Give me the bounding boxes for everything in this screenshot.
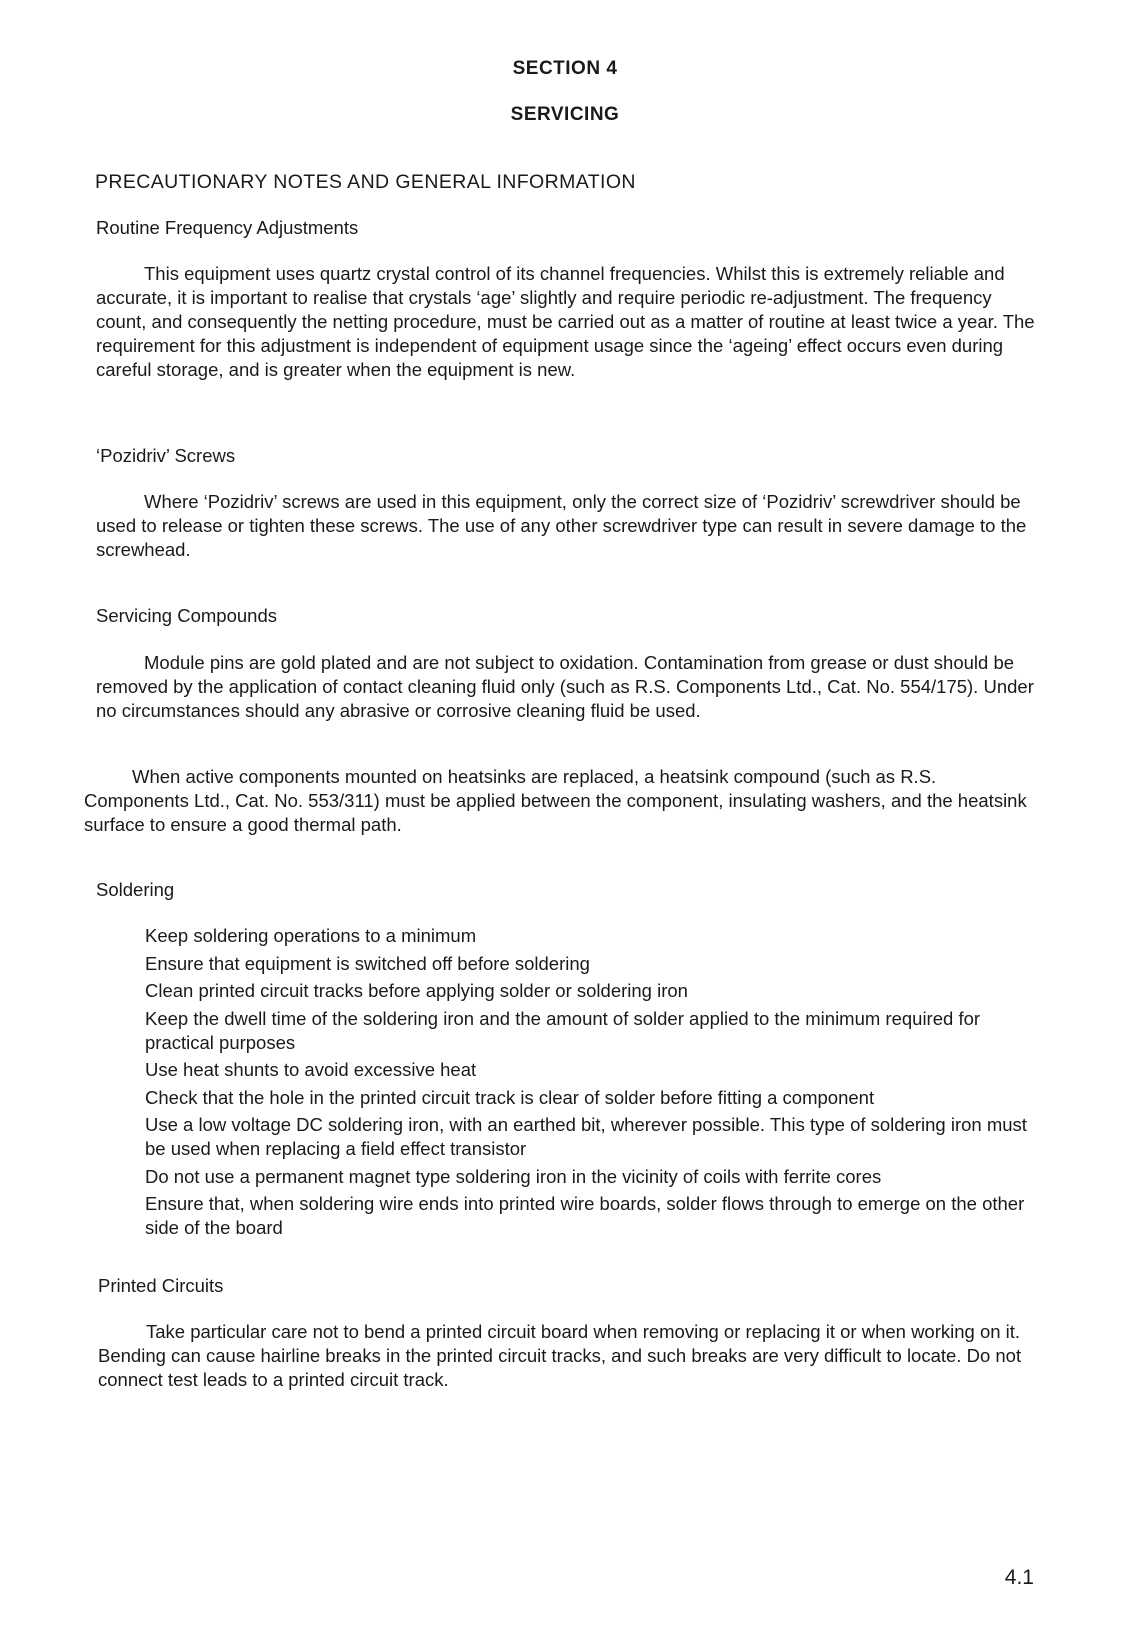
list-item: Do not use a permanent magnet type soldering iron in the vicinity of coils with ferrite cores xyxy=(145,1165,882,1187)
list-item: Clean printed circuit tracks before applying solder or soldering iron xyxy=(145,980,688,1001)
servicing-compounds-paragraph-1: Module pins are gold plated and are not subject to oxidation. Contamination from grease or dust should be removed by the application of contact cleaning fluid only (such as R.S. Components Ltd., Cat. No. 554/175). Under no circumstances should any abrasive or corrosive cleaning fluid be used. xyxy=(96,652,1034,721)
list-item: Check that the hole in the printed circuit track is clear of solder before fitting a component xyxy=(145,1086,875,1108)
routine-frequency-heading: Routine Frequency Adjustments xyxy=(96,217,359,238)
servicing-compounds-paragraph-2: When active components mounted on heatsinks are replaced, a heatsink compound (such as R.S. Components Ltd., Cat. No. 553/311) must be applied between the component, insulating washers, and the heatsink surface to ensure a good thermal path. xyxy=(84,766,1027,835)
list-item: Ensure that equipment is switched off before soldering xyxy=(145,952,590,974)
main-heading: PRECAUTIONARY NOTES AND GENERAL INFORMATION xyxy=(95,171,636,193)
routine-frequency-paragraph: This equipment uses quartz crystal control of its channel frequencies. Whilst this is extremely reliable and accurate, it is important to realise that crystals ‘age’ slightly and require periodic re-adjustment. The frequency count, and consequently the netting procedure, must be carried out as a matter of routine at least twice a year. The requirement for this adjustment is independent of equipment usage since the ‘ageing’ effect occurs even during careful storage, and is greater when the equipment is new. xyxy=(96,263,1035,380)
pozidriv-paragraph: Where ‘Pozidriv’ screws are used in this equipment, only the correct size of ‘Pozidriv’ screwdriver should be used to release or tighten these screws. The use of any other screwdriver type can result in severe damage to the screwhead. xyxy=(96,491,1027,560)
list-item: Keep soldering operations to a minimum xyxy=(145,925,477,946)
page-number: 4.1 xyxy=(1004,1566,1034,1589)
list-item: Use a low voltage DC soldering iron, with an earthed bit, wherever possible. This type of soldering iron must be used when replacing a field effect transistor xyxy=(145,1114,1027,1159)
section-number: SECTION 4 xyxy=(512,58,618,79)
pozidriv-heading: ‘Pozidriv’ Screws xyxy=(96,445,236,466)
section-title: SERVICING xyxy=(510,104,620,125)
servicing-compounds-heading: Servicing Compounds xyxy=(96,605,277,626)
printed-circuits-paragraph: Take particular care not to bend a printed circuit board when removing or replacing it or when working on it. Bending can cause hairline breaks in the printed circuit tracks, and such breaks are very difficult to locate. Do not connect test leads to a printed circuit track. xyxy=(98,1321,1022,1390)
list-item: Keep the dwell time of the soldering iron and the amount of solder applied to the minimum required for practical purposes xyxy=(145,1007,981,1053)
soldering-list xyxy=(145,924,1050,1244)
soldering-heading: Soldering xyxy=(96,879,175,900)
list-item: Ensure that, when soldering wire ends into printed wire boards, solder flows through to emerge on the other side of the board xyxy=(145,1193,1025,1238)
list-item: Use heat shunts to avoid excessive heat xyxy=(145,1059,477,1080)
printed-circuits-heading: Printed Circuits xyxy=(98,1275,224,1296)
